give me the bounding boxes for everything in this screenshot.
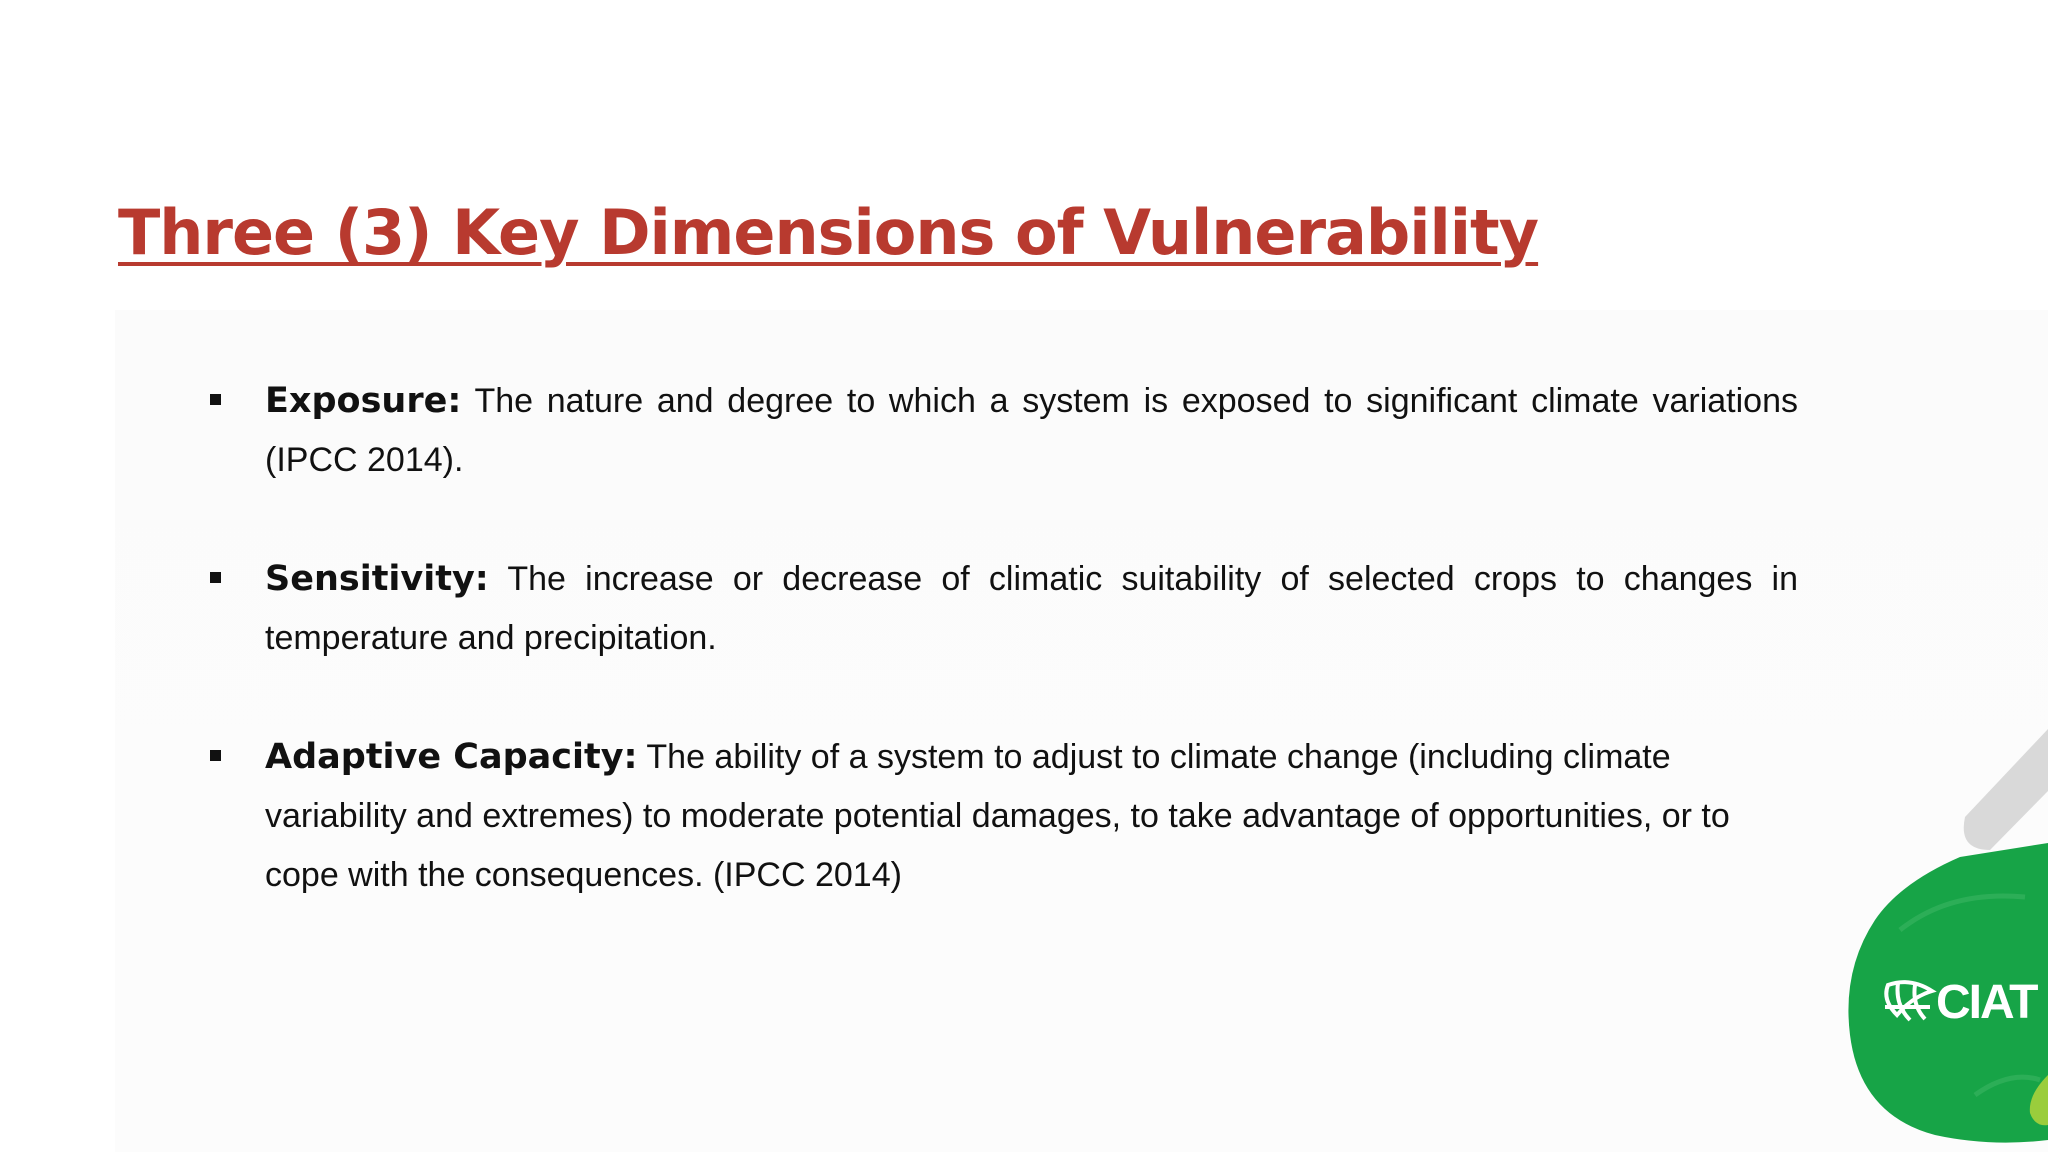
bullet-term: Exposure: — [265, 381, 462, 421]
bullet-adaptive-capacity — [200, 728, 1798, 905]
square-bullet-icon — [210, 572, 221, 583]
logo-text: CIAT — [1936, 976, 2037, 1029]
bullet-list — [200, 372, 1798, 965]
bullet-text: The nature and degree to which a system is exposed to significant climate variations (IPCC 2014). — [265, 382, 1798, 479]
square-bullet-icon — [210, 750, 221, 761]
logo-grey-band — [1964, 729, 2048, 850]
ciat-logo — [1840, 715, 2048, 1152]
slide-title: Three (3) Key Dimensions of Vulnerability — [118, 196, 1539, 269]
bullet-exposure — [200, 372, 1798, 490]
bullet-sensitivity — [200, 550, 1798, 668]
bullet-text: The ability of a system to adjust to climate change (including climate variability and extremes) to moderate potential damages, to take advantage of opportunities, or to cope with the consequences. (IPCC 2014) — [265, 738, 1730, 894]
bullet-term: Adaptive Capacity: — [265, 737, 638, 777]
bullet-term: Sensitivity: — [265, 559, 489, 599]
square-bullet-icon — [210, 394, 221, 405]
bullet-text: The increase or decrease of climatic suitability of selected crops to changes in temperature and precipitation. — [265, 560, 1798, 657]
